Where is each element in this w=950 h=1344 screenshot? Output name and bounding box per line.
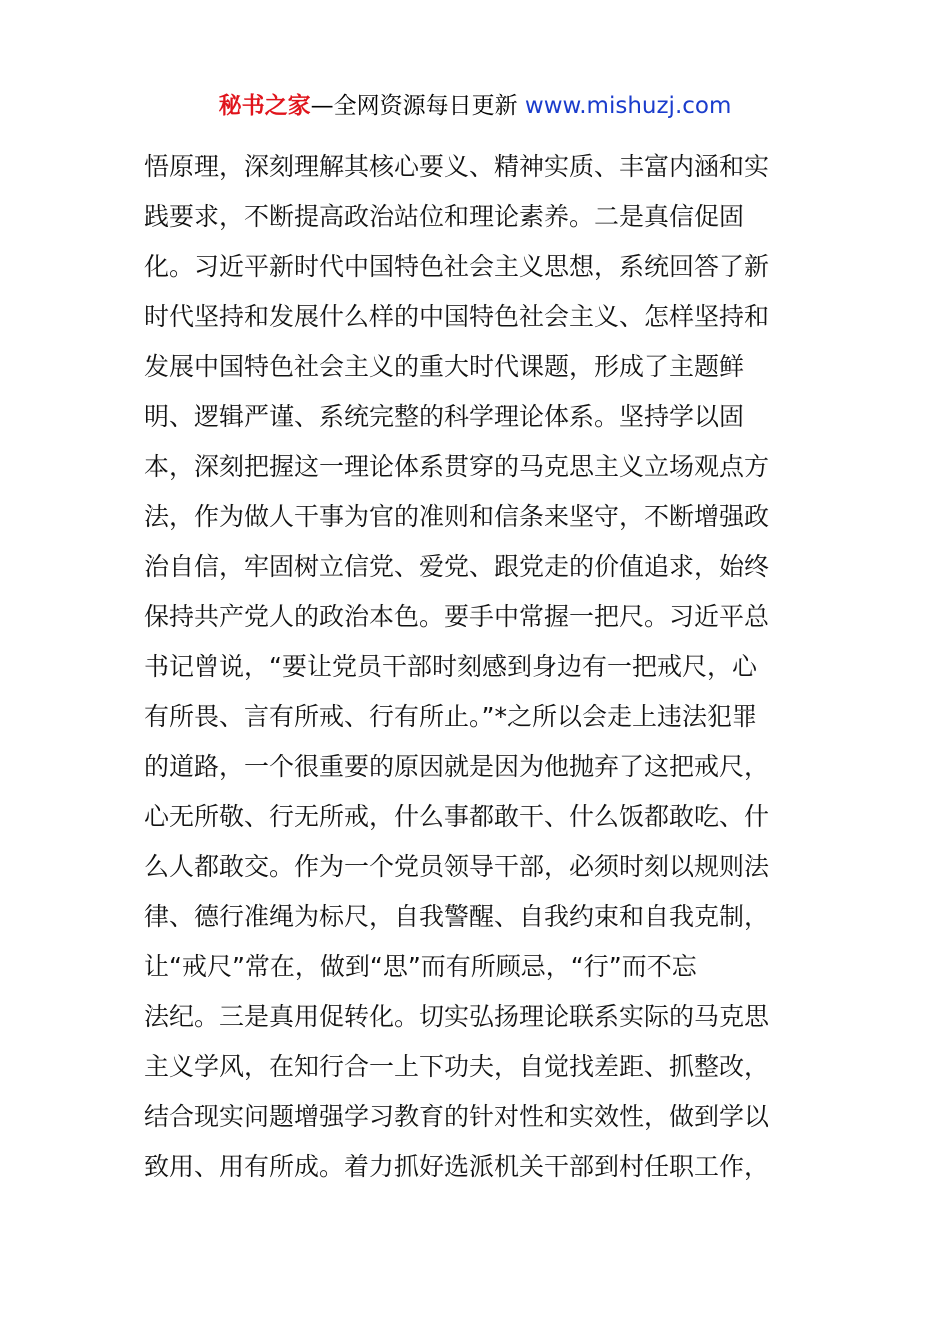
text-line: 时代坚持和发展什么样的中国特色社会主义、怎样坚持和 [144,302,770,331]
text-line: 法纪。三是真用促转化。切实弘扬理论联系实际的马克思 [144,1002,770,1031]
text-line: 有所畏、言有所戒、行有所止。”*之所以会走上违法犯罪 [144,702,757,731]
text-line: 明、逻辑严谨、系统完整的科学理论体系。坚持学以固 [144,402,745,431]
text-line: 书记曾说，“要让党员干部时刻感到身边有一把戒尺，心 [144,652,757,681]
text-line: 践要求，不断提高政治站位和理论素养。二是真信促固 [144,202,745,231]
text-line: 法，作为做人干事为官的准则和信条来坚守，不断增强政 [144,502,770,531]
text-line: 化。习近平新时代中国特色社会主义思想，系统回答了新 [144,252,770,281]
text-line: 律、德行准绳为标尺，自我警醒、自我约束和自我克制， [144,902,770,931]
text-line: 本，深刻把握这一理论体系贯穿的马克思主义立场观点方 [144,452,770,481]
text-line: 结合现实问题增强学习教育的针对性和实效性，做到学以 [144,1102,770,1131]
text-line: 让“戒尺”常在，做到“思”而有所顾忌，“行”而不忘 [144,952,697,981]
page-header [0,86,950,126]
text-line: 心无所敬、行无所戒，什么事都敢干、什么饭都敢吃、什 [144,802,770,831]
text-line: 主义学风，在知行合一上下功夫，自觉找差距、抓整改， [144,1052,770,1081]
brand-name: 秘书之家 [218,93,311,119]
text-line: 保持共产党人的政治本色。要手中常握一把尺。习近平总 [144,602,770,631]
text-line: 治自信，牢固树立信党、爱党、跟党走的价值追求，始终 [144,552,770,581]
site-url[interactable]: www.mishuzj.com [524,93,732,119]
text-line: 么人都敢交。作为一个党员领导干部，必须时刻以规则法 [144,852,770,881]
text-line: 悟原理，深刻理解其核心要义、精神实质、丰富内涵和实 [144,152,770,181]
text-line: 发展中国特色社会主义的重大时代课题，形成了主题鲜 [144,352,745,381]
header-tagline: —全网资源每日更新 [310,93,525,119]
text-line: 致用、用有所成。着力抓好选派机关干部到村任职工作， [144,1152,770,1181]
text-line: 的道路，一个很重要的原因就是因为他抛弃了这把戒尺， [144,752,770,781]
document-body [144,142,824,1192]
